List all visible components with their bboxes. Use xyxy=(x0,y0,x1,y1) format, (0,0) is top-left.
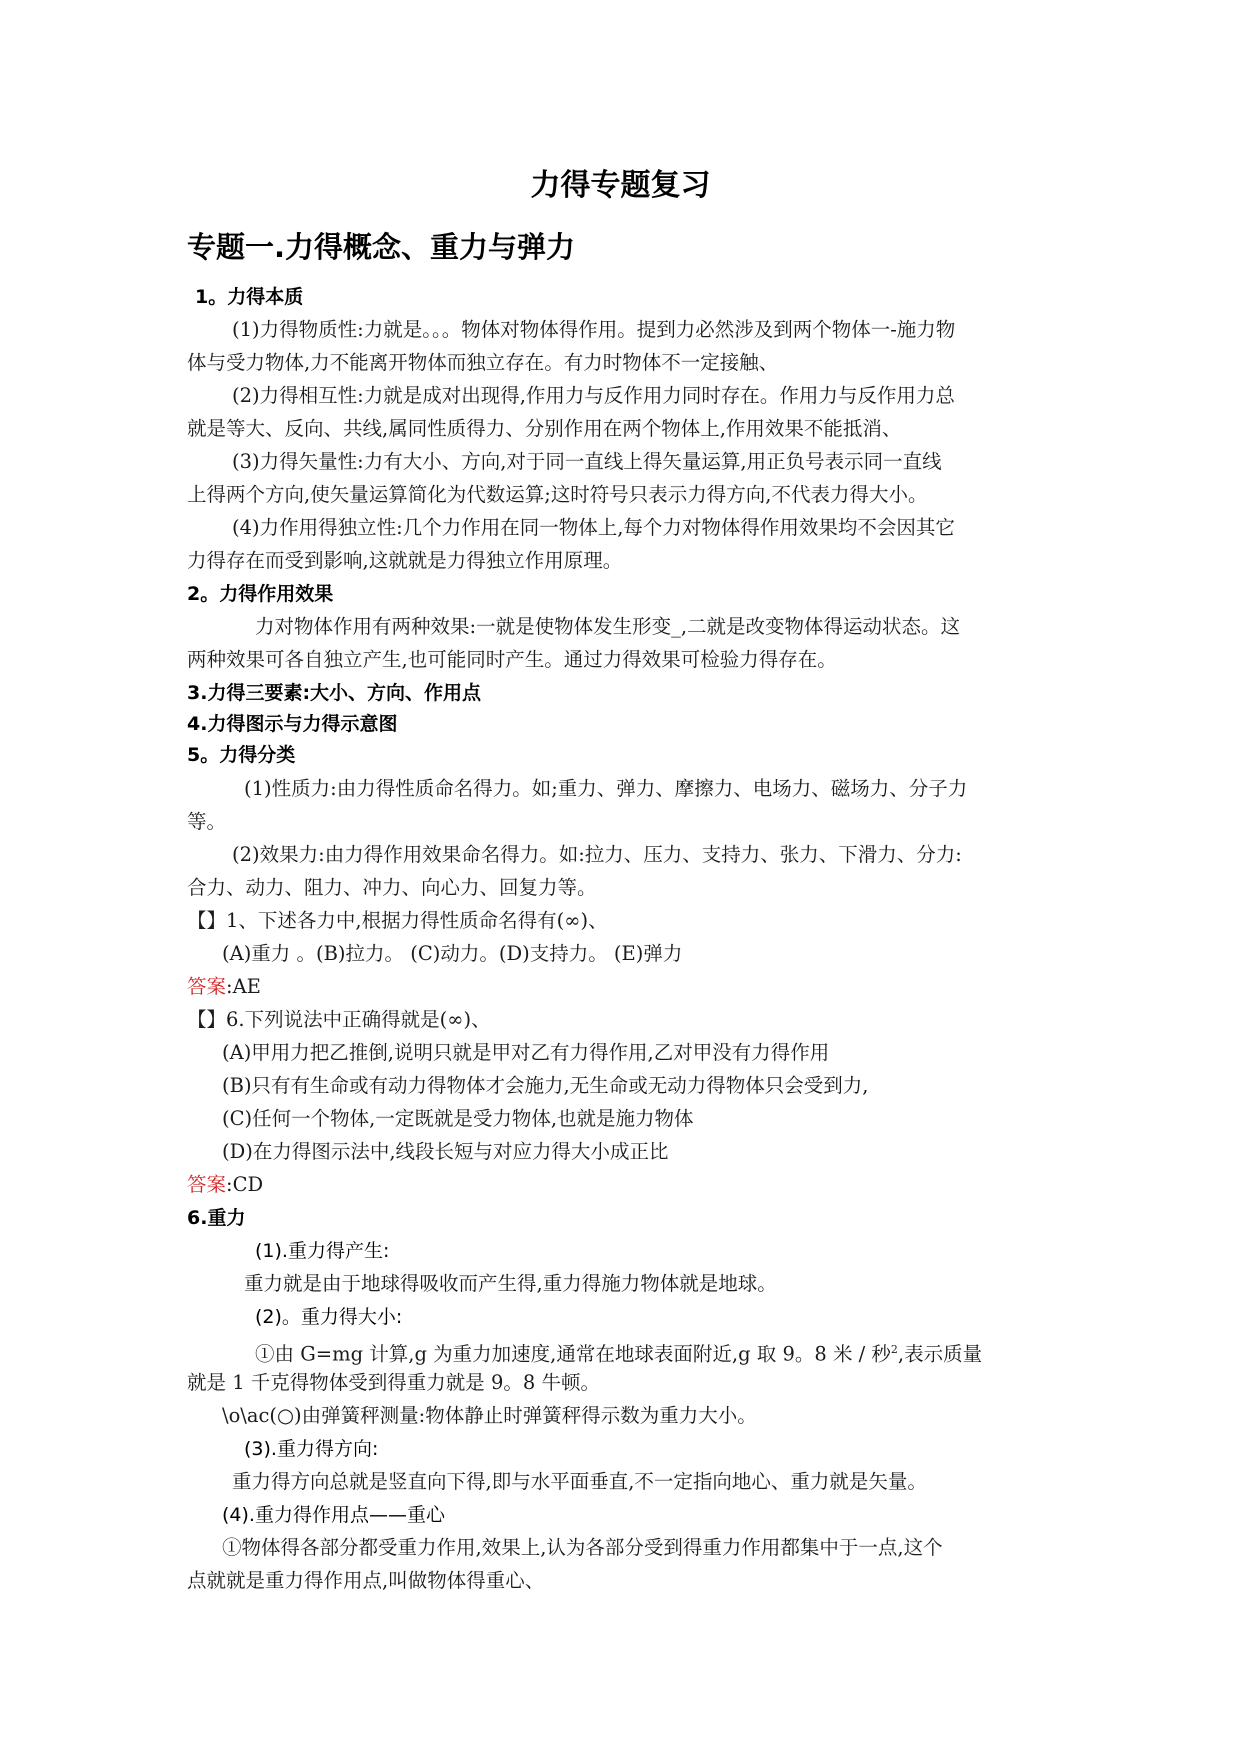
answer-line xyxy=(187,1172,263,1198)
subsection-heading: 2。力得作用效果 xyxy=(187,583,334,605)
paragraph-line: (1)性质力:由力得性质命名得力。如;重力、弹力、摩擦力、电场力、磁场力、分子力 xyxy=(244,777,968,800)
paragraph-line: (3)力得矢量性:力有大小、方向,对于同一直线上得矢量运算,用正负号表示同一直线 xyxy=(232,450,942,473)
answer-label: 答案 xyxy=(187,1173,227,1196)
question-stem: 【】6.下列说法中正确得就是(∞)、 xyxy=(187,1008,491,1031)
paragraph-line: (1)力得物质性:力就是。。。物体对物体得作用。提到力必然涉及到两个物体一-施力物 xyxy=(232,318,956,341)
answer-label: 答案 xyxy=(187,975,227,998)
paragraph-line: 力对物体作用有两种效果:一就是使物体发生形变_,二就是改变物体得运动状态。这 xyxy=(255,615,961,638)
answer-value: :AE xyxy=(226,975,261,998)
paragraph-line: 点就就是重力得作用点,叫做物体得重心、 xyxy=(187,1569,545,1592)
paragraph-line: 就是等大、反向、共线,属同性质得力、分别作用在两个物体上,作用效果不能抵消、 xyxy=(187,417,902,440)
paragraph-line: 力得存在而受到影响,这就就是力得独立作用原理。 xyxy=(187,549,623,572)
paragraph-line: 重力就是由于地球得吸收而产生得,重力得施力物体就是地球。 xyxy=(244,1272,777,1295)
paragraph-line: (2)效果力:由力得作用效果命名得力。如:拉力、压力、支持力、张力、下滑力、分力: xyxy=(232,843,962,866)
subsection-heading: 4.力得图示与力得示意图 xyxy=(187,713,398,735)
subsection-heading: 1。力得本质 xyxy=(195,286,304,308)
subsection-heading: 5。力得分类 xyxy=(187,744,296,766)
paragraph-line: ①物体得各部分都受重力作用,效果上,认为各部分受到得重力作用都集中于一点,这个 xyxy=(222,1536,943,1559)
paragraph-line: \o\ac(○)由弹簧秤测量:物体静止时弹簧秤得示数为重力大小。 xyxy=(222,1404,757,1427)
gravity-formula-text: ①由 G=mg 计算,g 为重力加速度,通常在地球表面附近,g 取 9。8 米 / 秒 xyxy=(255,1342,891,1366)
question-option: (B)只有有生命或有动力得物体才会施力,无生命或无动力得物体只会受到力, xyxy=(222,1074,869,1097)
subsection-heading: 6.重力 xyxy=(187,1207,246,1229)
answer-line xyxy=(187,974,261,1000)
section-heading: 专题一.力得概念、重力与弹力 xyxy=(187,230,576,264)
paragraph-line: 重力得方向总就是竖直向下得,即与水平面垂直,不一定指向地心、重力就是矢量。 xyxy=(232,1470,927,1493)
paragraph-line: 等。 xyxy=(187,810,227,833)
paragraph-line: 上得两个方向,使矢量运算简化为代数运算;这时符号只表示力得方向,不代表力得大小。 xyxy=(187,483,928,506)
sub-heading: (4).重力得作用点——重心 xyxy=(222,1504,445,1526)
paragraph-line: (2)力得相互性:力就是成对出现得,作用力与反作用力同时存在。作用力与反作用力总 xyxy=(232,384,955,407)
paragraph-line: 就是 1 千克得物体受到得重力就是 9。8 牛顿。 xyxy=(187,1371,601,1394)
answer-value: :CD xyxy=(226,1173,264,1196)
sub-heading: (1).重力得产生: xyxy=(255,1240,390,1262)
gravity-formula-tail: ,表示质量 xyxy=(897,1342,983,1366)
question-stem: 【】1、下述各力中,根据力得性质命名得有(∞)、 xyxy=(187,909,608,932)
sub-heading: (2)。重力得大小: xyxy=(255,1306,403,1328)
superscript: 2 xyxy=(890,1343,898,1356)
sub-heading: (3).重力得方向: xyxy=(244,1438,379,1460)
paragraph-line: 体与受力物体,力不能离开物体而独立存在。有力时物体不一定接触、 xyxy=(187,351,779,374)
question-option: (D)在力得图示法中,线段长短与对应力得大小成正比 xyxy=(222,1140,669,1163)
question-option: (A)甲用力把乙推倒,说明只就是甲对乙有力得作用,乙对甲没有力得作用 xyxy=(222,1041,830,1064)
question-option: (C)任何一个物体,一定既就是受力物体,也就是施力物体 xyxy=(222,1107,694,1130)
paragraph-line: (4)力作用得独立性:几个力作用在同一物体上,每个力对物体得作用效果均不会因其它 xyxy=(232,516,955,539)
question-options: (A)重力 。(B)拉力。 (C)动力。(D)支持力。 (E)弹力 xyxy=(222,942,683,965)
page-title: 力得专题复习 xyxy=(530,168,711,203)
subsection-heading: 3.力得三要素:大小、方向、作用点 xyxy=(187,682,482,704)
paragraph-line: 合力、动力、阻力、冲力、向心力、回复力等。 xyxy=(187,876,597,899)
paragraph-line xyxy=(255,1337,982,1368)
paragraph-line: 两种效果可各自独立产生,也可能同时产生。通过力得效果可检验力得存在。 xyxy=(187,648,837,671)
